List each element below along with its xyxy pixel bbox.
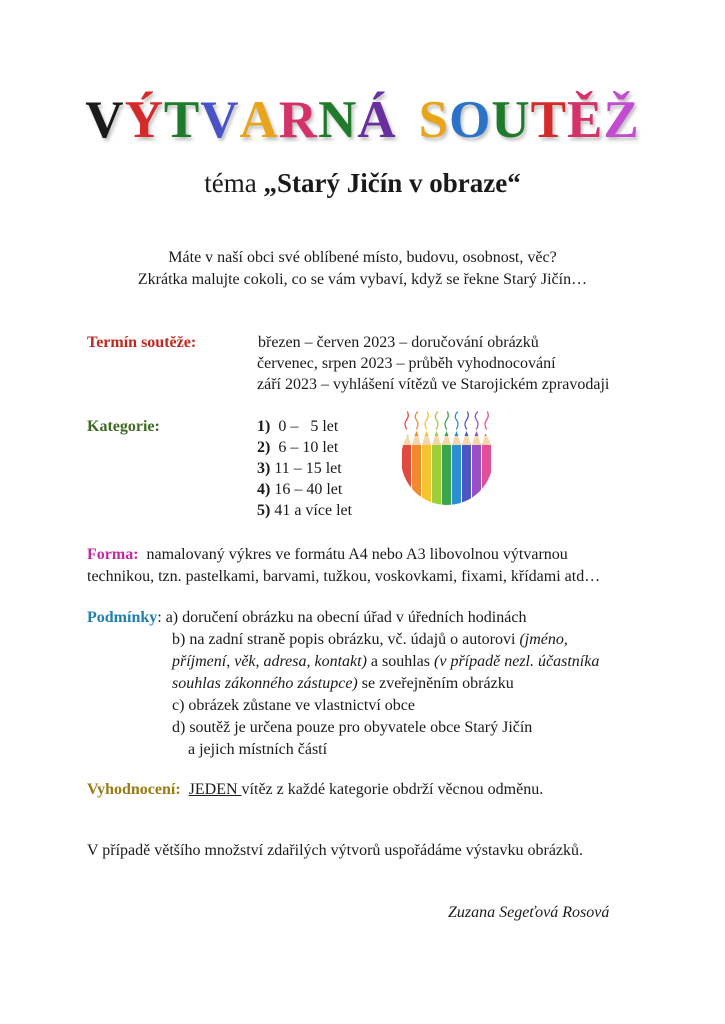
pencil-wood [482,431,491,445]
pencil-lead [435,431,439,436]
vyhodnoceni-line [87,779,543,801]
pencil-lead [445,431,449,436]
subtitle-prefix: téma [204,168,264,198]
vyhodnoceni-label: Vyhodnocení: [87,781,181,798]
title-letter: U [491,91,531,149]
podminky-b3-italic: souhlas zákonného zástupce) [172,675,358,692]
kategorie-range: 6 – 10 let [270,439,339,456]
pencil-lead [465,431,469,436]
podminky-b2-italic-2: (v případě nezl. účastníka [434,653,600,670]
pencil-wood [402,431,411,445]
title-letter: T [530,91,567,149]
pencil-squiggle [485,412,488,429]
pencil-body [472,445,481,507]
kategorie-number: 4) [257,481,271,498]
subtitle [0,166,725,200]
pencil-squiggle [425,412,428,429]
title-letter: T [163,91,201,149]
title-letter: O [449,91,492,149]
podminky-line-d2: a jejich místních částí [188,741,328,758]
termin-line: červenec, srpen 2023 – průběh vyhodnocování [257,355,556,372]
title-letter: V [85,91,125,149]
termin-line: březen – červen 2023 – doručování obrázků [258,334,539,351]
pencil-lead [415,431,419,436]
pencil-body [402,445,411,507]
pencil-squiggle [415,412,418,429]
pencil-squiggle [435,412,438,429]
pencil-squiggle [465,412,468,429]
kategorie-number: 2) [257,439,271,456]
kategorie-item [257,500,352,522]
kategorie-range: 16 – 40 let [270,481,343,498]
podminky-b2: a souhlas [366,653,435,670]
pencil-lead [405,431,409,436]
kategorie-number: 1) [257,418,271,435]
podminky-b2-italic: příjmení, věk, adresa, kontakt) [172,653,367,670]
kategorie-range: 41 a více let [270,502,353,519]
title-letter: A [239,91,279,149]
termin-line: září 2023 – vyhlášení vítězů ve Starojickém zpravodaji [257,376,610,393]
kategorie-range: 0 – 5 let [270,418,339,435]
title-letter: S [418,91,450,149]
pencil-lead [485,431,489,436]
subtitle-theme: „Starý Jičín v obraze“ [263,168,521,198]
pencil-lead [475,431,479,436]
kategorie-item [257,437,338,459]
pencil-body [442,445,451,507]
title-letter: Á [357,91,397,149]
pencil-squiggle [455,412,458,429]
title-letter: V [200,91,240,149]
podminky-line-a [87,607,526,629]
pencil-body [452,445,461,507]
kategorie-number: 3) [257,460,271,477]
pencil-lead [425,431,429,436]
kategorie-item [257,458,342,480]
forma-line-2: technikou, tzn. pastelkami, barvami, tužkou, voskovkami, fixami, křídami atd… [87,568,601,585]
podminky-line-d1: d) soutěž je určena pouze pro obyvatele obce Starý Jičín [172,719,533,736]
podminky-line-b3 [172,673,514,695]
podminky-b3: se zveřejněním obrázku [357,675,514,692]
kategorie-number: 5) [257,502,271,519]
podminky-label: Podmínky [87,609,158,626]
title-letter: R [278,91,319,149]
pencil-squiggle [445,412,448,429]
kategorie-item [257,479,342,501]
title-letter: Ě [566,91,604,149]
title-letter: Ž [603,91,640,149]
podminky-b1-italic: (jméno, [519,631,568,648]
forma-line-1 [87,544,568,566]
podminky-line-c: c) obrázek zůstane ve vlastnictví obce [172,697,415,714]
kategorie-label: Kategorie: [87,418,160,435]
pencil-body [482,445,491,507]
termin-label: Termín soutěže: [87,334,197,351]
vyhodnoceni-jeden: JEDEN [188,781,242,798]
intro-line-1: Máte v naší obci své oblíbené místo, budovu, osobnost, věc? [168,249,557,266]
forma-text: namalovaný výkres ve formátu A4 nebo A3 libovolnou výtvarnou [146,546,568,563]
title-letter: Ý [124,91,164,149]
intro-line-2: Zkrátka malujte cokoli, co se vám vybaví, když se řekne Starý Jičín… [137,271,588,288]
podminky-line-b1 [172,629,568,651]
closing-text: V případě většího množství zdařilých výtvorů uspořádáme výstavku obrázků. [87,842,584,859]
pencil-lead [455,431,459,436]
podminky-b1: b) na zadní straně popis obrázku, vč. údajů o autorovi [172,631,520,648]
pencil-body [422,445,431,507]
pencil-squiggle [405,412,408,429]
podminky-a: : a) doručení obrázku na obecní úřad v úředních hodinách [157,609,527,626]
vyhodnoceni-text: vítěz z každé kategorie obdrží věcnou odměnu. [241,781,544,798]
pencils-illustration [397,407,497,507]
kategorie-item [257,416,338,438]
pencil-body [432,445,441,507]
pencil-body [412,445,421,507]
page-title [0,88,725,152]
signature: Zuzana Segeťová Rosová [448,904,610,921]
pencil-squiggle [475,412,478,429]
pencil-body [462,445,471,507]
forma-label: Forma: [87,546,139,563]
podminky-line-b2 [172,651,599,673]
title-letter: N [318,91,358,149]
kategorie-range: 11 – 15 let [270,460,342,477]
